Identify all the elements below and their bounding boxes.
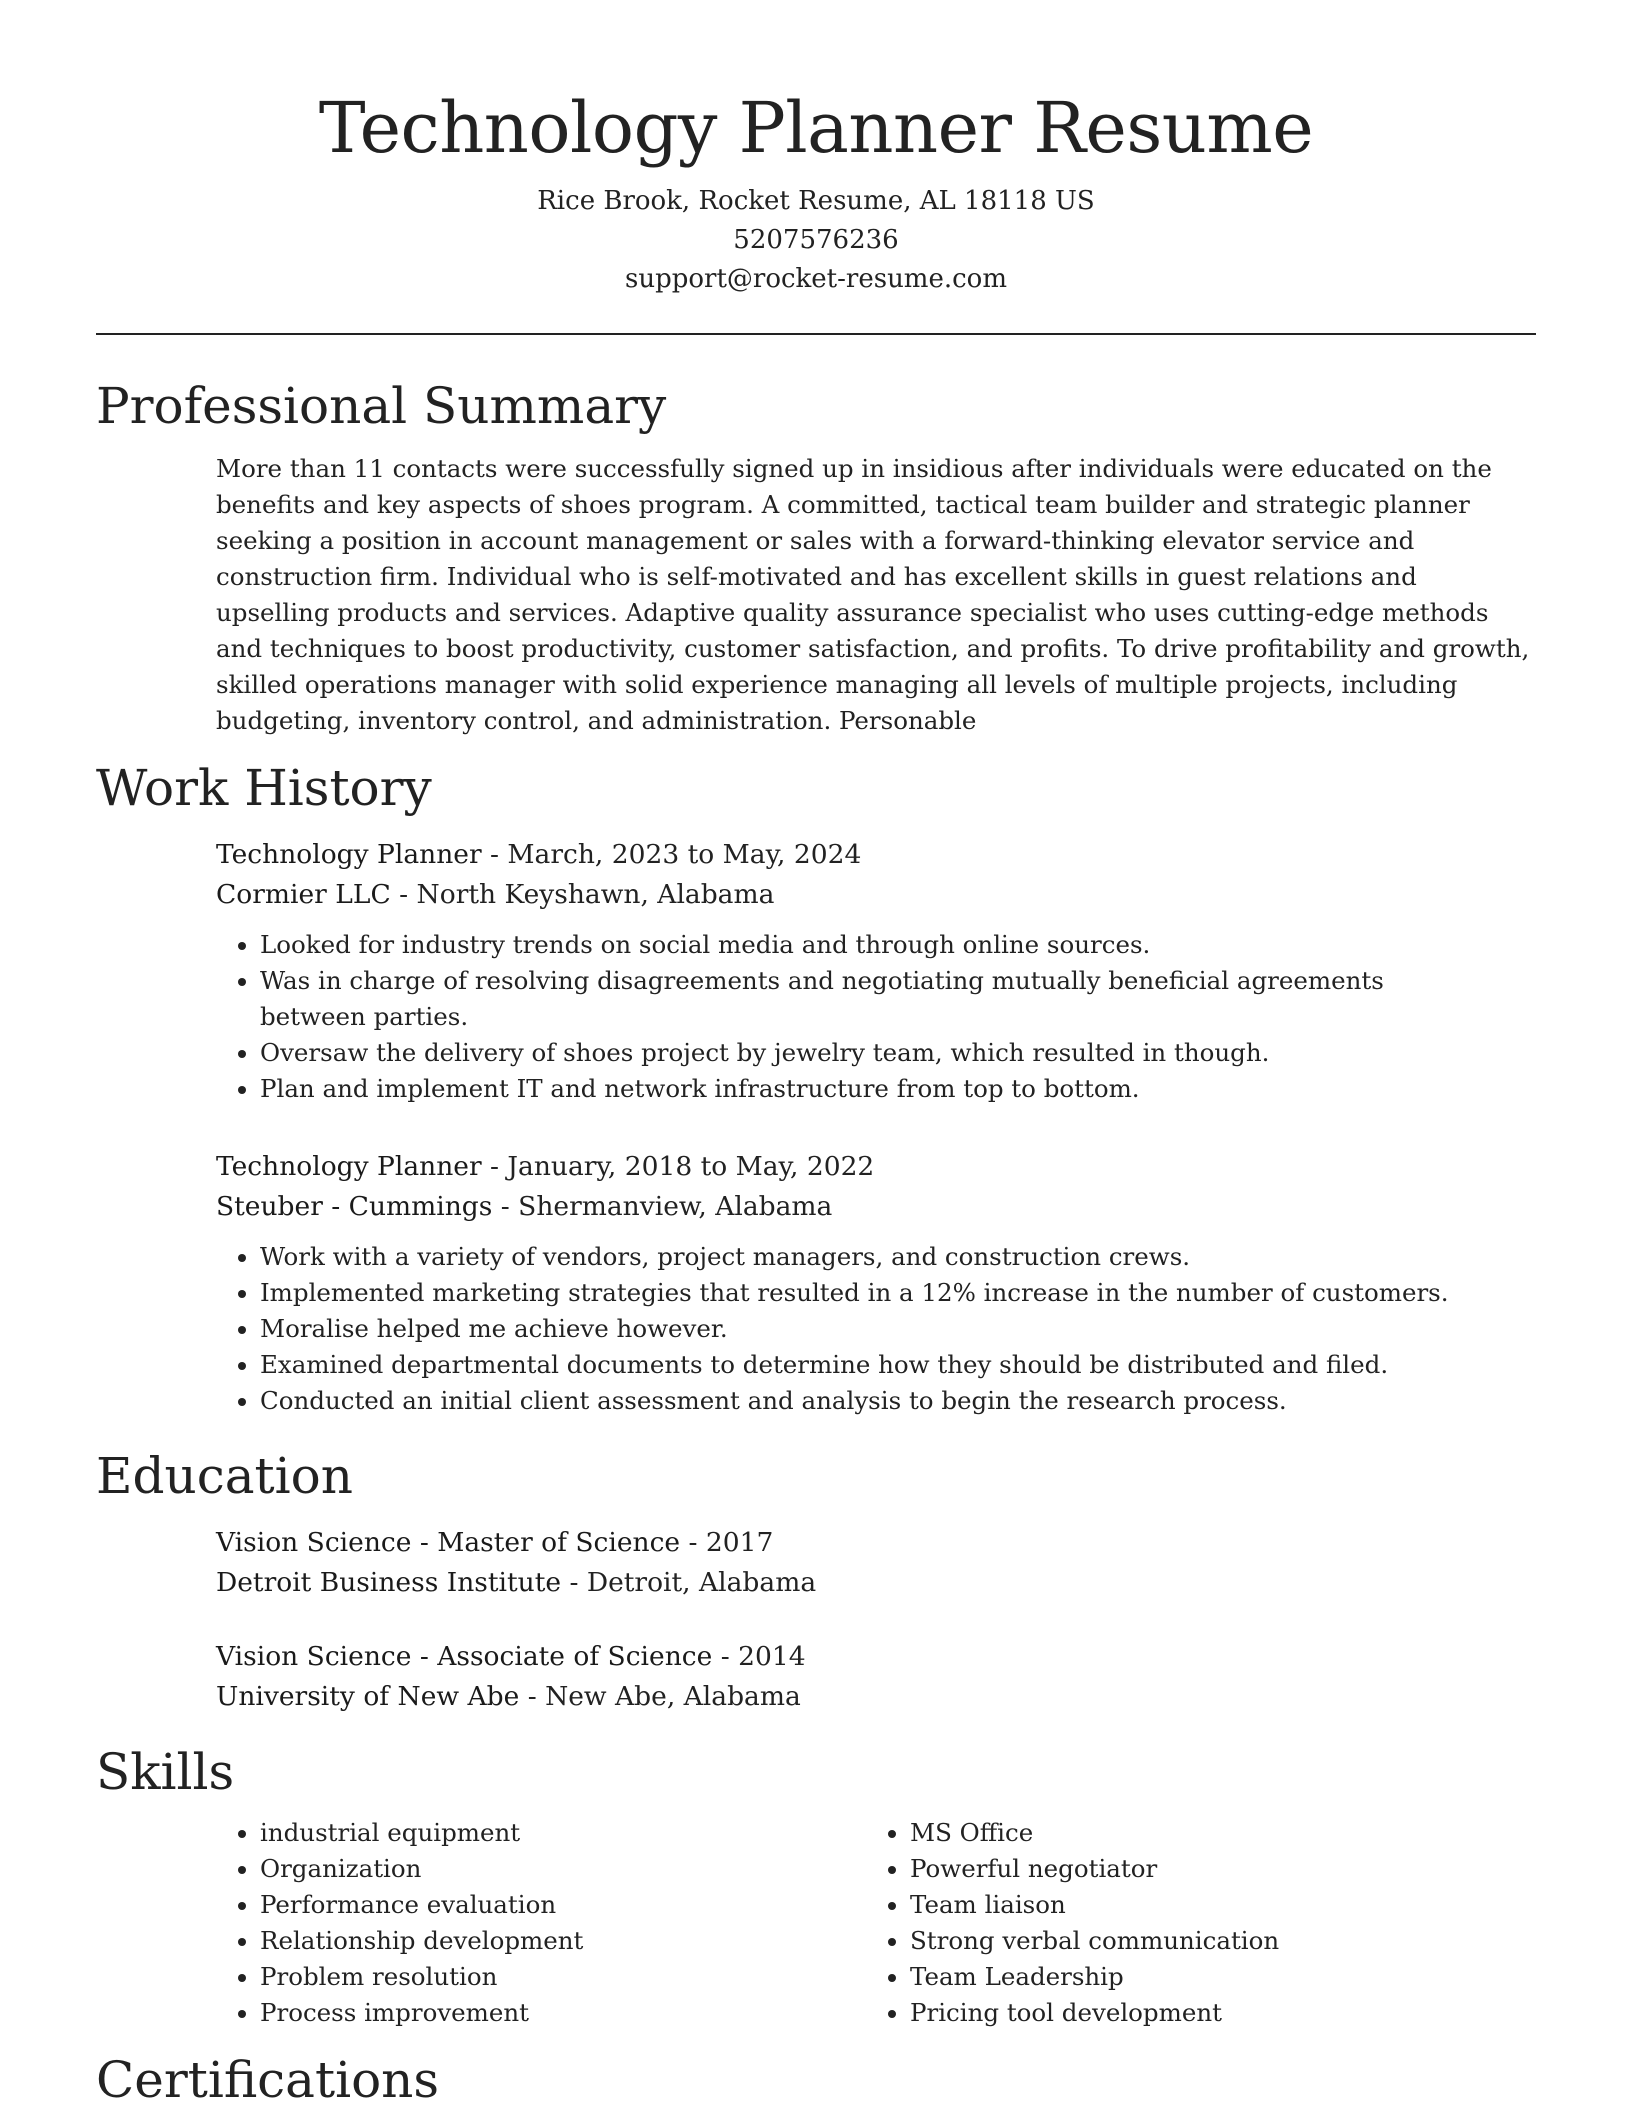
list-item: • Oversaw the delivery of shoes project by jewelry team, which resulted in though. <box>260 1035 1536 1071</box>
list-item: • Team Leadership <box>910 1959 1516 1995</box>
degree-year: - 2014 <box>712 1641 806 1672</box>
work-heading: Work History <box>96 759 432 817</box>
job-title-line <box>216 1147 1536 1187</box>
summary-heading: Professional Summary <box>96 377 667 435</box>
summary-body <box>216 451 1536 739</box>
contact-block <box>96 182 1536 299</box>
job-title: Technology Planner <box>216 1151 482 1182</box>
school-location: - Detroit, Alabama <box>561 1567 817 1598</box>
list-item: • Performance evaluation <box>260 1887 866 1923</box>
skills-column-left <box>216 1815 866 2031</box>
job-bullets <box>216 927 1536 1107</box>
list-item: • Conducted an initial client assessment and analysis to begin the research process. <box>260 1383 1536 1419</box>
list-item: • Plan and implement IT and network infrastructure from top to bottom. <box>260 1071 1536 1107</box>
work-body <box>216 835 1536 1419</box>
resume-header <box>96 0 1536 335</box>
school-line <box>216 1563 1536 1603</box>
contact-address: Rice Brook, Rocket Resume, AL 18118 US <box>537 186 1095 216</box>
education-heading: Education <box>96 1447 353 1505</box>
list-item: • Looked for industry trends on social media and through online sources. <box>260 927 1536 963</box>
resume-page <box>96 0 1536 2113</box>
summary-section <box>96 373 1536 739</box>
list-item: • Moralise helped me achieve however. <box>260 1311 1536 1347</box>
school-line <box>216 1677 1536 1717</box>
list-item: • Work with a variety of vendors, project managers, and construction crews. <box>260 1239 1536 1275</box>
education-entry <box>216 1637 1536 1717</box>
job-dates: - March, 2023 to May, 2024 <box>481 839 862 870</box>
list-item: • Implemented marketing strategies that resulted in a 12% increase in the number of customers. <box>260 1275 1536 1311</box>
summary-text: More than 11 contacts were successfully signed up in insidious after individuals were educated on the benefits and key aspects of shoes program. A committed, tactical team builder and strategic planner seeking a position in account management or sales with a forward-thinking elevator service and construction firm. Individual who is self-motivated and has excellent skills in guest relations and upselling products and services. Adaptive quality assurance specialist who uses cutting-edge methods and techniques to boost productivity, customer satisfaction, and profits. To drive profitability and growth, skilled operations manager with solid experience managing all levels of multiple projects, including budgeting, inventory control, and administration. Personable <box>216 454 1530 735</box>
list-item: • Strong verbal communication <box>910 1923 1516 1959</box>
resume-title: Technology Planner Resume <box>318 87 1314 169</box>
education-entry <box>216 1523 1536 1603</box>
work-section <box>96 755 1536 1419</box>
skills-heading: Skills <box>96 1743 235 1801</box>
school-location: - New Abe, Alabama <box>519 1681 801 1712</box>
school: University of New Abe <box>216 1681 520 1712</box>
skills-body <box>216 1815 1536 2031</box>
skills-list-right <box>866 1815 1516 2031</box>
job-bullets <box>216 1239 1536 1419</box>
skills-list-left <box>216 1815 866 2031</box>
job-dates: - January, 2018 to May, 2022 <box>481 1151 875 1182</box>
list-item: • Organization <box>260 1851 866 1887</box>
degree: Vision Science - Master of Science <box>216 1527 681 1558</box>
contact-phone: 5207576236 <box>733 225 899 255</box>
job-location: - North Keyshawn, Alabama <box>390 879 775 910</box>
certifications-heading: Certifications <box>96 2051 440 2109</box>
list-item: • Process improvement <box>260 1995 866 2031</box>
education-section <box>96 1443 1536 1717</box>
job-entry <box>216 1147 1536 1419</box>
school: Detroit Business Institute <box>216 1567 562 1598</box>
degree-line <box>216 1637 1536 1677</box>
job-company-line <box>216 875 1536 915</box>
list-item: • Examined departmental documents to determine how they should be distributed and filed. <box>260 1347 1536 1383</box>
contact-email: support@rocket-resume.com <box>624 264 1007 294</box>
job-company: Steuber - Cummings <box>216 1191 493 1222</box>
job-entry <box>216 835 1536 1107</box>
degree-line <box>216 1523 1536 1563</box>
job-location: - Shermanview, Alabama <box>492 1191 833 1222</box>
list-item: • Relationship development <box>260 1923 866 1959</box>
job-company-line <box>216 1187 1536 1227</box>
skills-section <box>96 1739 1536 2031</box>
list-item: • Powerful negotiator <box>910 1851 1516 1887</box>
skills-column-right <box>866 1815 1516 2031</box>
certifications-section <box>96 2047 1536 2113</box>
list-item: • Was in charge of resolving disagreements and negotiating mutually beneficial agreements between parties. <box>260 963 1536 1035</box>
list-item: • Team liaison <box>910 1887 1516 1923</box>
job-company: Cormier LLC <box>216 879 391 910</box>
degree: Vision Science - Associate of Science <box>216 1641 713 1672</box>
list-item: • Pricing tool development <box>910 1995 1516 2031</box>
job-title-line <box>216 835 1536 875</box>
job-title: Technology Planner <box>216 839 482 870</box>
education-body <box>216 1523 1536 1717</box>
skills-grid <box>216 1815 1536 2031</box>
list-item: • industrial equipment <box>260 1815 866 1851</box>
list-item: • MS Office <box>910 1815 1516 1851</box>
list-item: • Problem resolution <box>260 1959 866 1995</box>
degree-year: - 2017 <box>680 1527 774 1558</box>
header-divider <box>96 333 1536 335</box>
